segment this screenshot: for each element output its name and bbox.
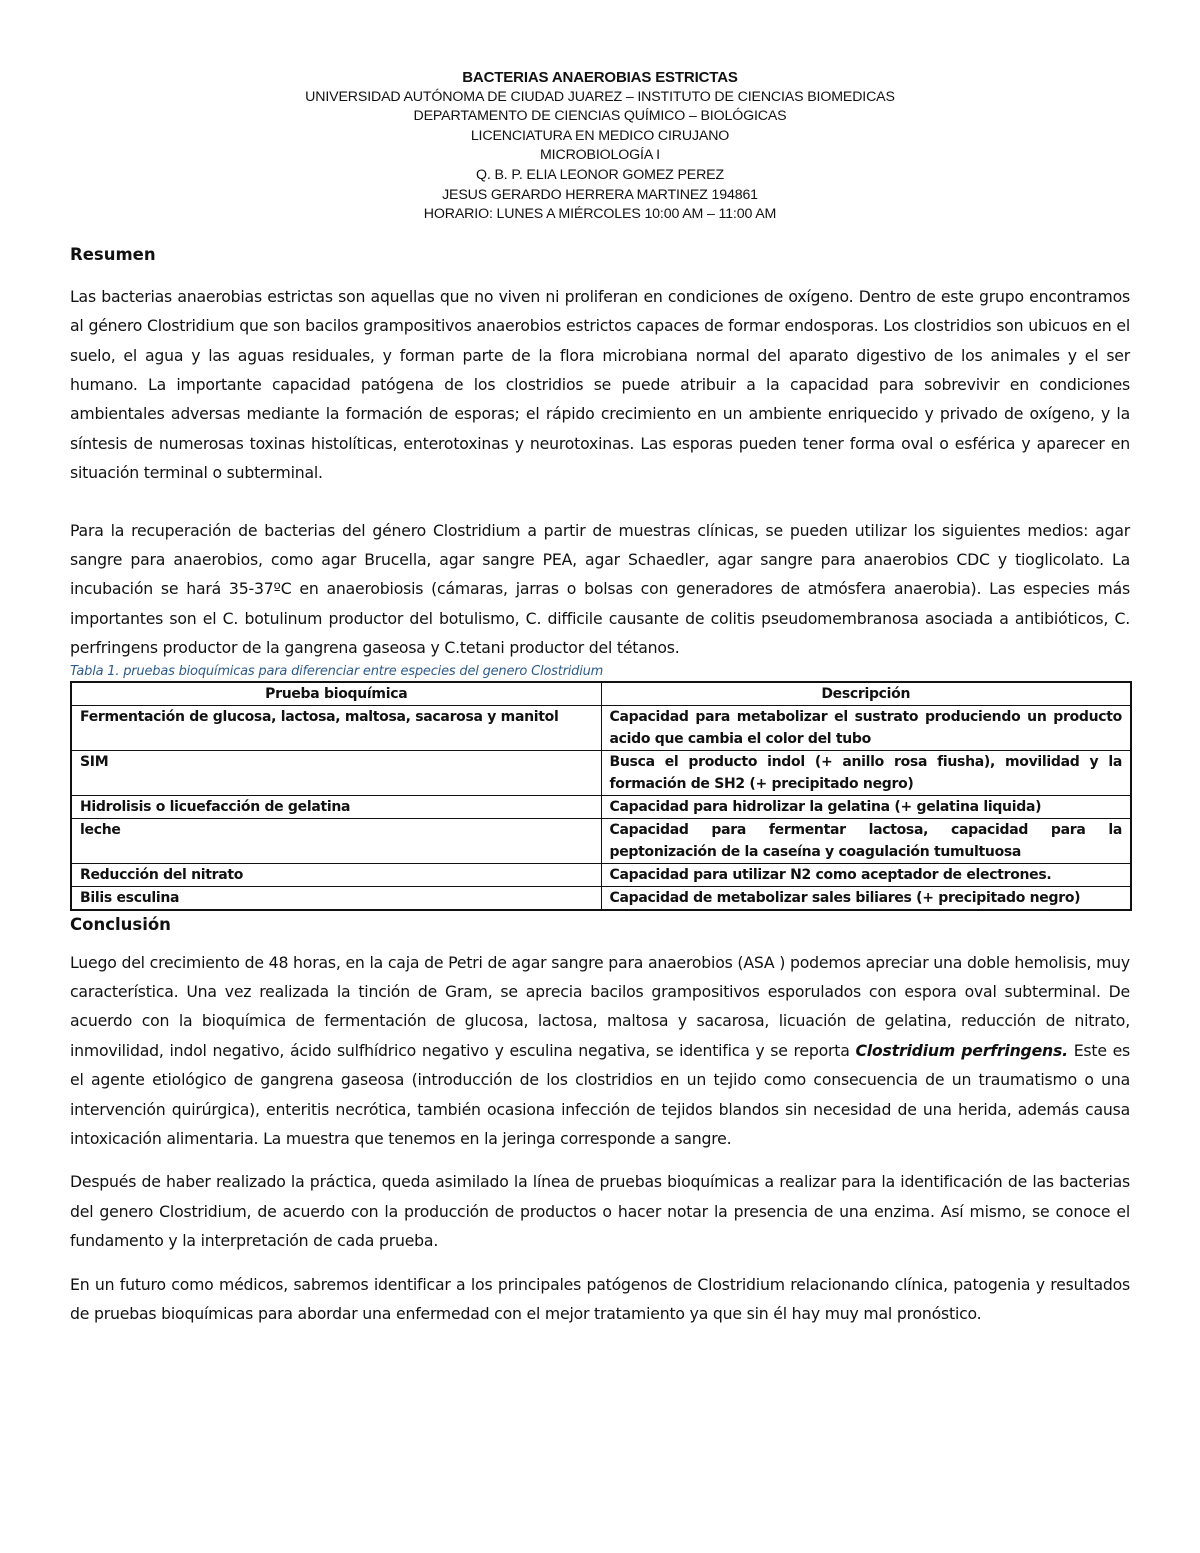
- table-row: [71, 863, 1131, 886]
- summary-heading: Resumen: [70, 244, 156, 264]
- conclusion-text: Este es el agente etiológico de gangrena gaseosa (introducción de los clostridios en un tejido como consecuencia de un traumatismo o una intervención quirúrgica), enteritis necrótica, también ocasiona infección de tejidos blandos sin necesidad de una herida, además causa intoxicación alimentaria. La muestra que tenemos en la jeringa corresponde a sangre.: [70, 1040, 1131, 1149]
- test-cell: Reducción del nitrato: [71, 863, 601, 886]
- test-cell: leche: [71, 818, 601, 863]
- description-cell: Capacidad para hidrolizar la gelatina (+ gelatina liquida): [601, 795, 1131, 818]
- table-row: [71, 705, 1131, 750]
- summary-paragraph-2: Para la recuperación de bacterias del género Clostridium a partir de muestras clínicas, se pueden utilizar los siguientes medios: agar sangre para anaerobios, como agar Brucella, agar sangre PEA, agar Schaedler, agar sangre para anaerobios CDC y tioglicolato. La incubación se hará 35-37ºC en anaerobiosis (cámaras, jarras o bolsas con generadores de atmósfera anaerobia). Las especies más importantes son el C. botulinum productor del botulismo, C. difficile causante de colitis pseudomembranosa asociada a antibióticos, C. perfringens productor de la gangrena gaseosa y C.tetani productor del tétanos.: [70, 520, 1130, 658]
- document-header: [70, 68, 1130, 225]
- description-cell: Capacidad de metabolizar sales biliares (+ precipitado negro): [601, 886, 1131, 910]
- header-line: HORARIO: LUNES A MIÉRCOLES 10:00 AM – 11:00 AM: [423, 206, 777, 223]
- conclusion-paragraph-3: En un futuro como médicos, sabremos identificar a los principales patógenos de Clostridium relacionando clínica, patogenia y resultados de pruebas bioquímicas para abordar una enfermedad con el mejor tratamiento ya que sin él hay muy mal pronóstico.: [70, 1274, 1130, 1324]
- table-row: [71, 750, 1131, 795]
- document-title: BACTERIAS ANAEROBIAS ESTRICTAS: [462, 69, 738, 86]
- table-row: [71, 795, 1131, 818]
- table-row: [71, 818, 1131, 863]
- conclusion-text: Luego del crecimiento de 48 horas, en la caja de Petri de agar sangre para anaerobios (ASA ) podemos apreciar una doble hemolisis, muy característica. Una vez realizada la tinción de Gram, se aprecia bacilos grampositivos esporulados con espora oval subterminal. De acuerdo con la bioquímica de fermentación de glucosa, lactosa, maltosa y sacarosa, licuación de gelatina, reducción de nitrato, inmovilidad, indol negativo, ácido sulfhídrico negativo y esculina negativa, se identifica y se reporta: [70, 952, 1130, 1060]
- conclusion-paragraph-2: Después de haber realizado la práctica, queda asimilado la línea de pruebas bioquímicas a realizar para la identificación de las bacterias del genero Clostridium, de acuerdo con la producción de productos o hacer notar la presencia de una enzima. Así mismo, se conoce el fundamento y la interpretación de cada prueba.: [70, 1172, 1130, 1251]
- header-line: JESUS GERARDO HERRERA MARTINEZ 194861: [442, 186, 758, 203]
- test-cell: Bilis esculina: [71, 886, 601, 910]
- column-header: Prueba bioquímica: [71, 682, 601, 706]
- biochemical-tests-table: [70, 681, 1132, 911]
- header-line: LICENCIATURA EN MEDICO CIRUJANO: [470, 127, 730, 144]
- conclusion-paragraph-1: [70, 948, 1130, 1154]
- description-cell: Busca el producto indol (+ anillo rosa fiusha), movilidad y la formación de SH2 (+ precipitado negro): [601, 750, 1131, 795]
- test-cell: Hidrolisis o licuefacción de gelatina: [71, 795, 601, 818]
- header-line: MICROBIOLOGÍA I: [540, 147, 660, 164]
- header-line: UNIVERSIDAD AUTÓNOMA DE CIUDAD JUAREZ – INSTITUTO DE CIENCIAS BIOMEDICAS: [305, 88, 895, 105]
- table-header-row: [71, 682, 1131, 706]
- header-line: Q. B. P. ELIA LEONOR GOMEZ PEREZ: [475, 166, 725, 183]
- table-caption: Tabla 1. pruebas bioquímicas para diferenciar entre especies del genero Clostridium: [70, 663, 604, 679]
- species-name: Clostridium perfringens.: [855, 1040, 1068, 1060]
- description-cell: Capacidad para metabolizar el sustrato produciendo un producto acido que cambia el color del tubo: [601, 705, 1131, 750]
- column-header: Descripción: [601, 682, 1131, 706]
- table-row: [71, 886, 1131, 910]
- description-cell: Capacidad para fermentar lactosa, capacidad para la peptonización de la caseína y coagulación tumultuosa: [601, 818, 1131, 863]
- header-line: DEPARTAMENTO DE CIENCIAS QUÍMICO – BIOLÓGICAS: [413, 108, 787, 125]
- description-cell: Capacidad para utilizar N2 como aceptador de electrones.: [601, 863, 1131, 886]
- summary-paragraph-1: Las bacterias anaerobias estrictas son aquellas que no viven ni proliferan en condiciones de oxígeno. Dentro de este grupo encontramos al género Clostridium que son bacilos grampositivos anaerobios estrictos capaces de formar endosporas. Los clostridios son ubicuos en el suelo, el agua y las aguas residuales, y forman parte de la flora microbiana normal del aparato digestivo de los animales y el ser humano. La importante capacidad patógena de los clostridios se puede atribuir a la capacidad para sobrevivir en condiciones ambientales adversas mediante la formación de esporas; el rápido crecimiento en un ambiente enriquecido y privado de oxígeno, y la síntesis de numerosas toxinas histolíticas, enterotoxinas y neurotoxinas. Las esporas pueden tener forma oval o esférica y aparecer en situación terminal o subterminal.: [70, 286, 1130, 483]
- conclusion-heading: Conclusión: [70, 914, 171, 934]
- test-cell: SIM: [71, 750, 601, 795]
- test-cell: Fermentación de glucosa, lactosa, maltosa, sacarosa y manitol: [71, 705, 601, 750]
- document-page: [70, 68, 1130, 1329]
